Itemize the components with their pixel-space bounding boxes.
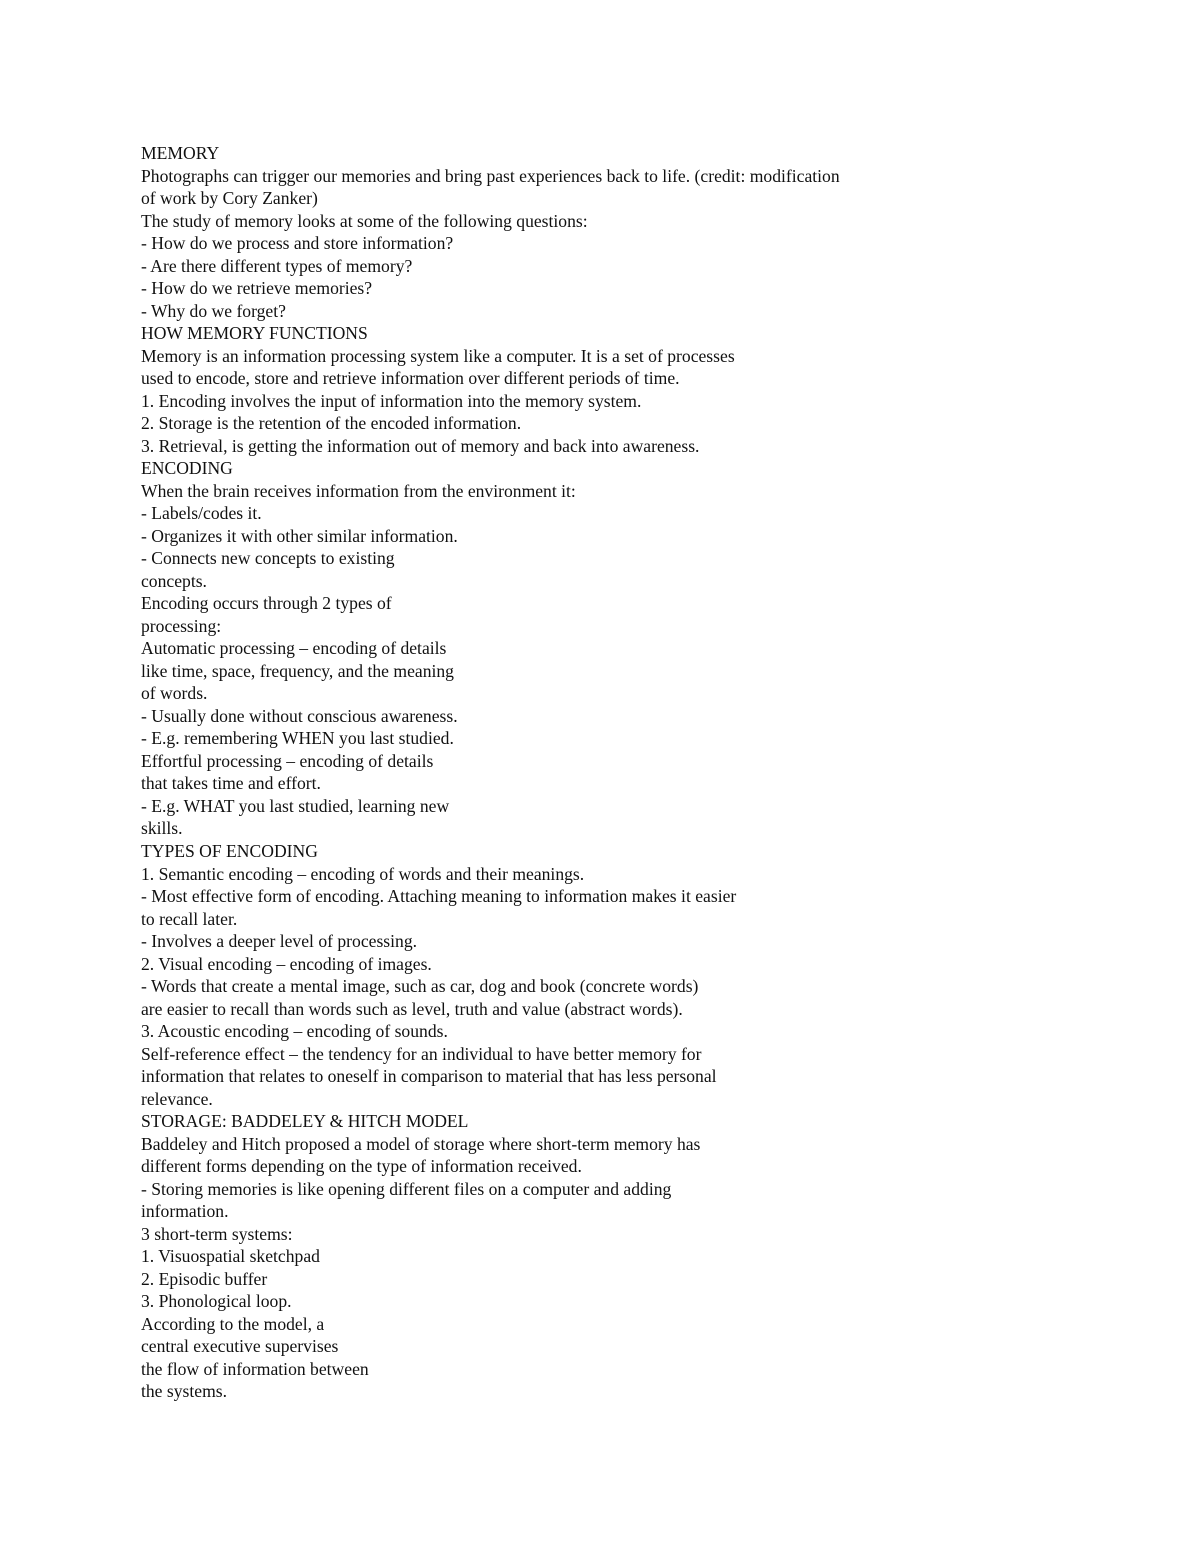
text-line: of work by Cory Zanker) xyxy=(141,188,318,209)
text-line: concepts. xyxy=(141,570,207,591)
text-line: - Are there different types of memory? xyxy=(141,255,413,276)
text-line: - Usually done without conscious awareness. xyxy=(141,705,458,726)
text-line: 1. Visuospatial sketchpad xyxy=(141,1246,320,1267)
text-line: - Organizes it with other similar information. xyxy=(141,525,458,546)
text-line: Effortful processing – encoding of details xyxy=(141,750,434,771)
text-line: the systems. xyxy=(141,1381,228,1402)
text-line: Baddeley and Hitch proposed a model of storage where short-term memory has xyxy=(141,1133,701,1154)
text-line: processing: xyxy=(141,615,222,636)
text-line: - Storing memories is like opening different files on a computer and adding xyxy=(141,1178,672,1199)
text-line: STORAGE: BADDELEY & HITCH MODEL xyxy=(141,1111,469,1132)
text-line: 3. Phonological loop. xyxy=(141,1291,292,1312)
text-line: information. xyxy=(141,1201,229,1222)
text-line: central executive supervises xyxy=(141,1336,339,1357)
text-line: - Labels/codes it. xyxy=(141,503,262,524)
text-line: that takes time and effort. xyxy=(141,773,321,794)
document-body xyxy=(141,142,1101,1403)
text-line: Memory is an information processing system like a computer. It is a set of processes xyxy=(141,345,735,366)
text-line: 3. Acoustic encoding – encoding of sounds. xyxy=(141,1021,448,1042)
text-line: Automatic processing – encoding of details xyxy=(141,638,447,659)
text-line: - Words that create a mental image, such as car, dog and book (concrete words) xyxy=(141,976,699,997)
text-line: skills. xyxy=(141,818,183,839)
text-line: TYPES OF ENCODING xyxy=(141,840,318,861)
text-line: - Involves a deeper level of processing. xyxy=(141,931,418,952)
text-line: ENCODING xyxy=(141,458,233,479)
text-line: The study of memory looks at some of the following questions: xyxy=(141,210,588,231)
text-line: When the brain receives information from the environment it: xyxy=(141,480,576,501)
text-line: 3 short-term systems: xyxy=(141,1223,293,1244)
text-line: MEMORY xyxy=(141,143,220,163)
text-line: 2. Visual encoding – encoding of images. xyxy=(141,953,432,974)
text-line: - E.g. remembering WHEN you last studied. xyxy=(141,728,454,749)
text-line: - How do we retrieve memories? xyxy=(141,278,373,299)
text-line: the flow of information between xyxy=(141,1358,369,1379)
text-line: 2. Episodic buffer xyxy=(141,1268,268,1289)
text-line: - E.g. WHAT you last studied, learning new xyxy=(141,795,450,816)
text-line: different forms depending on the type of information received. xyxy=(141,1156,582,1177)
text-line: 1. Encoding involves the input of information into the memory system. xyxy=(141,390,642,411)
text-line: - Connects new concepts to existing xyxy=(141,548,395,569)
text-line: are easier to recall than words such as level, truth and value (abstract words). xyxy=(141,998,683,1019)
text-line: to recall later. xyxy=(141,908,238,929)
text-line: 2. Storage is the retention of the encoded information. xyxy=(141,413,522,434)
text-line: Photographs can trigger our memories and bring past experiences back to life. (credit: modification xyxy=(141,165,840,186)
text-line: 1. Semantic encoding – encoding of words and their meanings. xyxy=(141,863,585,884)
text-line: Self-reference effect – the tendency for an individual to have better memory for xyxy=(141,1043,702,1064)
text-line: - Most effective form of encoding. Attaching meaning to information makes it easier xyxy=(141,886,737,907)
text-line: - How do we process and store information? xyxy=(141,233,454,254)
text-line: - Why do we forget? xyxy=(141,300,286,321)
text-line: relevance. xyxy=(141,1088,213,1109)
text-line: information that relates to oneself in comparison to material that has less personal xyxy=(141,1066,717,1087)
text-line: HOW MEMORY FUNCTIONS xyxy=(141,323,368,344)
text-line: like time, space, frequency, and the meaning xyxy=(141,660,454,681)
text-line: According to the model, a xyxy=(141,1313,325,1334)
text-line: of words. xyxy=(141,683,208,704)
text-line: 3. Retrieval, is getting the information out of memory and back into awareness. xyxy=(141,435,700,456)
text-line: Encoding occurs through 2 types of xyxy=(141,593,392,614)
text-line: used to encode, store and retrieve information over different periods of time. xyxy=(141,368,680,389)
